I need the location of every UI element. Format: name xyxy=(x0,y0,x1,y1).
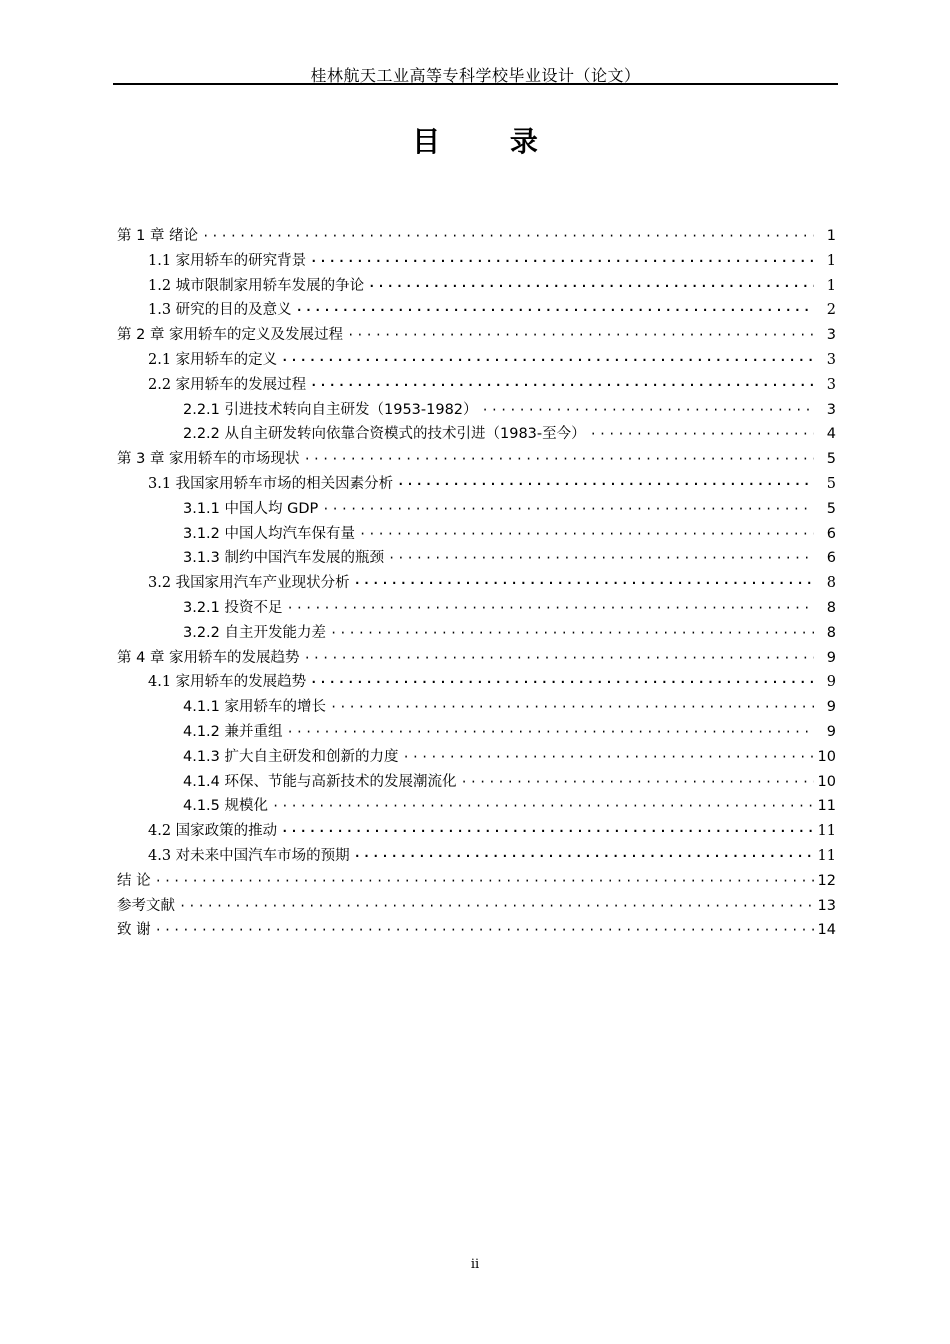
toc-entry[interactable] xyxy=(117,298,836,323)
toc-entry-page: 8 xyxy=(826,624,836,641)
page-number: ii xyxy=(470,1257,480,1272)
toc-entry-title: 3.2.2 自主开发能力差 xyxy=(183,624,327,641)
toc-entry[interactable] xyxy=(117,918,836,943)
toc-entry-title: 3.1.3 制约中国汽车发展的瓶颈 xyxy=(183,550,385,567)
toc-entry[interactable] xyxy=(117,546,836,571)
toc-entry-page: 8 xyxy=(826,599,836,616)
toc-entry-page: 1 xyxy=(826,277,836,294)
toc-leader-dots xyxy=(590,422,814,447)
toc-leader-dots xyxy=(330,695,814,720)
toc-entry[interactable] xyxy=(117,720,836,745)
toc-entry-page: 1 xyxy=(826,252,836,269)
toc-leader-dots xyxy=(296,298,814,323)
toc-entry-title: 1.1 家用轿车的研究背景 xyxy=(148,252,307,269)
toc-entry-title: 4.3 对未来中国汽车市场的预期 xyxy=(148,847,350,864)
toc-leader-dots xyxy=(310,373,814,398)
toc-entry-page: 5 xyxy=(826,500,836,517)
toc-entry[interactable] xyxy=(117,249,836,274)
toc-leader-dots xyxy=(155,918,814,943)
toc-entry[interactable] xyxy=(117,348,836,373)
toc-entry[interactable] xyxy=(117,571,836,596)
toc-entry[interactable] xyxy=(117,422,836,447)
toc-entry-page: 10 xyxy=(817,748,836,765)
toc-entry-page: 9 xyxy=(826,649,836,666)
table-of-contents xyxy=(117,224,836,943)
toc-entry-title: 3.2 我国家用汽车产业现状分析 xyxy=(148,575,350,592)
toc-entry[interactable] xyxy=(117,869,836,894)
toc-leader-dots xyxy=(155,869,814,894)
toc-entry-title: 2.2.2 从自主研发转向依靠合资模式的技术引进（1983-至今） xyxy=(183,426,586,443)
toc-entry-page: 5 xyxy=(826,475,836,492)
toc-leader-dots xyxy=(368,274,814,299)
toc-leader-dots xyxy=(272,794,814,819)
toc-leader-dots xyxy=(388,546,814,571)
toc-entry[interactable] xyxy=(117,373,836,398)
toc-entry-title: 3.2.1 投资不足 xyxy=(183,599,283,616)
toc-leader-dots xyxy=(304,447,814,472)
toc-entry-title: 第 3 章 家用轿车的市场现状 xyxy=(117,451,300,468)
toc-leader-dots xyxy=(354,571,814,596)
toc-leader-dots xyxy=(354,844,814,869)
toc-entry-title: 第 2 章 家用轿车的定义及发展过程 xyxy=(117,327,344,344)
toc-entry-title: 2.1 家用轿车的定义 xyxy=(148,351,278,368)
toc-entry[interactable] xyxy=(117,794,836,819)
toc-entry[interactable] xyxy=(117,472,836,497)
toc-entry-page: 14 xyxy=(817,922,836,939)
toc-leader-dots xyxy=(310,249,814,274)
toc-leader-dots xyxy=(347,323,814,348)
toc-entry-page: 3 xyxy=(826,376,836,393)
toc-leader-dots xyxy=(179,894,814,919)
toc-entry-title: 结 论 xyxy=(117,872,151,889)
toc-leader-dots xyxy=(461,770,814,795)
toc-leader-dots xyxy=(287,720,814,745)
toc-entry-page: 9 xyxy=(826,674,836,691)
toc-entry-title: 4.1.4 环保、节能与高新技术的发展潮流化 xyxy=(183,773,457,790)
toc-entry[interactable] xyxy=(117,646,836,671)
toc-entry-title: 第 4 章 家用轿车的发展趋势 xyxy=(117,649,300,666)
toc-entry-page: 12 xyxy=(817,872,836,889)
toc-entry-page: 3 xyxy=(826,327,836,344)
toc-entry-page: 6 xyxy=(826,550,836,567)
toc-leader-dots xyxy=(287,596,814,621)
toc-leader-dots xyxy=(330,621,814,646)
toc-entry[interactable] xyxy=(117,770,836,795)
toc-leader-dots xyxy=(359,522,814,547)
toc-leader-dots xyxy=(281,819,814,844)
toc-entry[interactable] xyxy=(117,323,836,348)
toc-entry-page: 11 xyxy=(817,798,836,815)
toc-entry-title: 4.2 国家政策的推动 xyxy=(148,823,278,840)
toc-entry-title: 4.1.3 扩大自主研发和创新的力度 xyxy=(183,748,399,765)
toc-entry[interactable] xyxy=(117,894,836,919)
toc-entry-title: 1.3 研究的目的及意义 xyxy=(148,302,292,319)
toc-leader-dots xyxy=(304,646,814,671)
toc-leader-dots xyxy=(310,670,814,695)
toc-leader-dots xyxy=(397,472,814,497)
toc-entry-title: 3.1 我国家用轿车市场的相关因素分析 xyxy=(148,475,394,492)
toc-entry[interactable] xyxy=(117,497,836,522)
toc-entry-page: 8 xyxy=(826,575,836,592)
toc-entry-page: 11 xyxy=(817,847,836,864)
toc-entry-title: 致 谢 xyxy=(117,922,151,939)
toc-entry-page: 3 xyxy=(826,401,836,418)
toc-entry-page: 6 xyxy=(826,525,836,542)
toc-entry-title: 1.2 城市限制家用轿车发展的争论 xyxy=(148,277,365,294)
toc-leader-dots xyxy=(281,348,814,373)
toc-entry[interactable] xyxy=(117,522,836,547)
toc-leader-dots xyxy=(202,224,814,249)
toc-entry[interactable] xyxy=(117,224,836,249)
toc-entry-page: 4 xyxy=(826,426,836,443)
toc-entry[interactable] xyxy=(117,819,836,844)
toc-entry-page: 5 xyxy=(826,451,836,468)
toc-entry-page: 2 xyxy=(826,302,836,319)
toc-entry[interactable] xyxy=(117,695,836,720)
running-header: 桂林航天工业高等专科学校毕业设计（论文） xyxy=(310,66,641,85)
toc-entry-title: 3.1.2 中国人均汽车保有量 xyxy=(183,525,356,542)
toc-entry[interactable] xyxy=(117,596,836,621)
toc-entry-title: 2.2 家用轿车的发展过程 xyxy=(148,376,307,393)
toc-entry-page: 11 xyxy=(817,823,836,840)
toc-entry-page: 3 xyxy=(826,351,836,368)
toc-entry-title: 3.1.1 中国人均 GDP xyxy=(183,500,319,517)
toc-entry[interactable] xyxy=(117,621,836,646)
header-rule xyxy=(113,83,838,85)
page-title: 目 录 xyxy=(412,125,568,158)
toc-entry-title: 2.2.1 引进技术转向自主研发（1953-1982） xyxy=(183,401,478,418)
toc-entry[interactable] xyxy=(117,274,836,299)
toc-entry[interactable] xyxy=(117,447,836,472)
toc-leader-dots xyxy=(403,745,814,770)
toc-entry-title: 参考文献 xyxy=(117,897,175,914)
toc-entry-page: 9 xyxy=(826,699,836,716)
toc-entry-page: 10 xyxy=(817,773,836,790)
toc-entry-title: 4.1.5 规模化 xyxy=(183,798,269,815)
toc-entry[interactable] xyxy=(117,745,836,770)
toc-entry[interactable] xyxy=(117,398,836,423)
toc-entry-title: 第 1 章 绪论 xyxy=(117,228,199,244)
toc-entry-title: 4.1 家用轿车的发展趋势 xyxy=(148,674,307,691)
toc-entry-page: 9 xyxy=(826,723,836,740)
toc-entry[interactable] xyxy=(117,670,836,695)
toc-leader-dots xyxy=(482,398,814,423)
toc-entry-title: 4.1.1 家用轿车的增长 xyxy=(183,699,327,716)
toc-leader-dots xyxy=(322,497,814,522)
toc-entry-title: 4.1.2 兼并重组 xyxy=(183,723,283,740)
toc-entry-page: 1 xyxy=(826,228,836,244)
toc-entry[interactable] xyxy=(117,844,836,869)
toc-entry-page: 13 xyxy=(817,897,836,914)
